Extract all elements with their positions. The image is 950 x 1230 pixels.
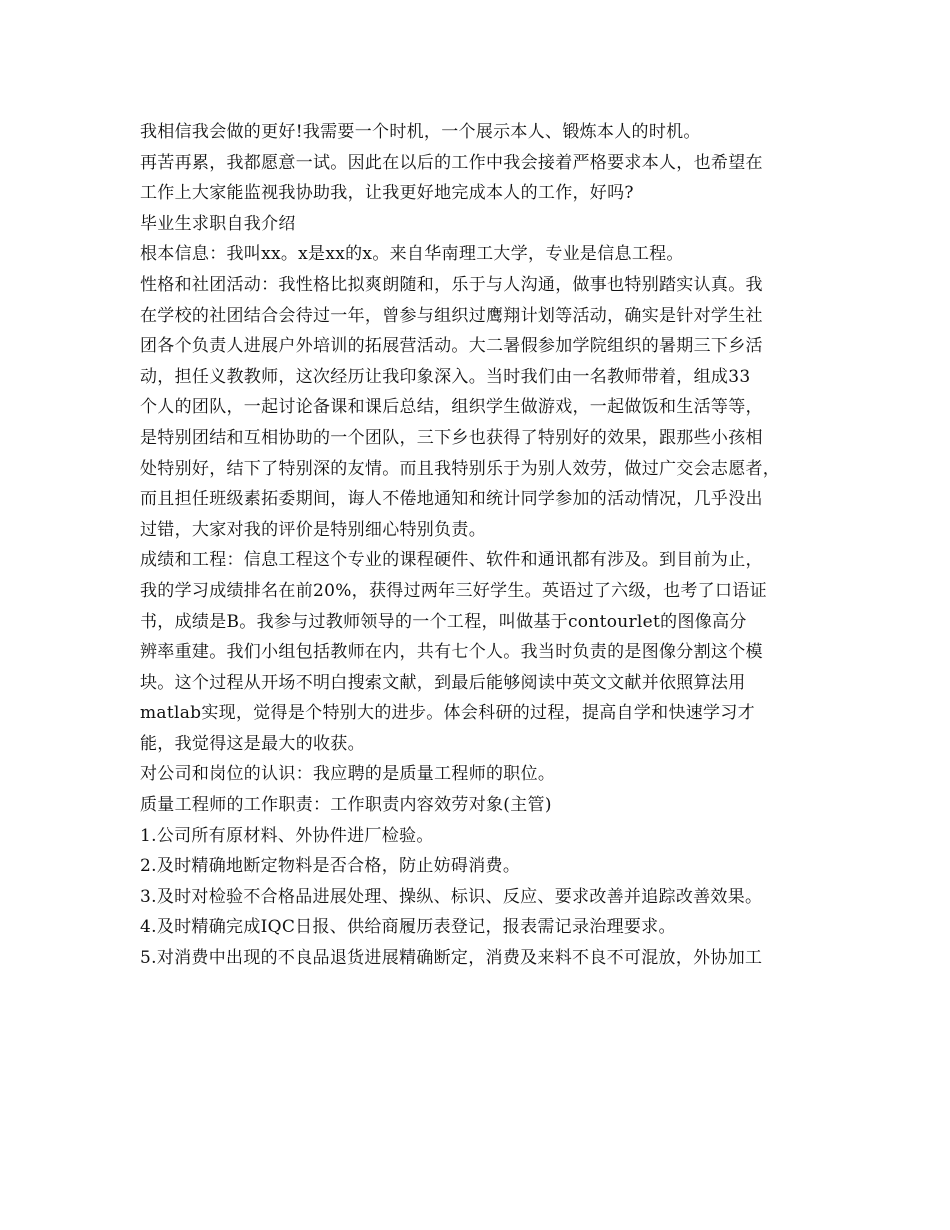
list-item: 5.对消费中出现的不良品退货进展精确断定，消费及来料不良不可混放，外协加工: [140, 948, 763, 969]
text-line: 性格和社团活动：我性格比拟爽朗随和，乐于与人沟通，做事也特别踏实认真。我: [140, 274, 763, 295]
text-line: 再苦再累，我都愿意一试。因此在以后的工作中我会接着严格要求本人，也希望在: [140, 152, 763, 173]
text-line: 能，我觉得这是最大的收获。: [140, 733, 365, 754]
text-line: 块。这个过程从开场不明白搜索文献，到最后能够阅读中英文文献并依照算法用: [140, 672, 746, 693]
text-line: 辨率重建。我们小组包括教师在内，共有七个人。我当时负责的是图像分割这个模: [140, 642, 763, 663]
text-line: 根本信息：我叫xx。x是xx的x。来自华南理工大学，专业是信息工程。: [140, 244, 684, 265]
text-line: 我的学习成绩排名在前20%，获得过两年三好学生。英语过了六级，也考了口语证: [140, 580, 767, 601]
text-line: 对公司和岗位的认识：我应聘的是质量工程师的职位。: [140, 764, 556, 785]
text-line: 过错，大家对我的评价是特别细心特别负责。: [140, 519, 486, 540]
list-item: 1.公司所有原材料、外协件进厂检验。: [140, 825, 434, 846]
text-line: 个人的团队，一起讨论备课和课后总结，组织学生做游戏，一起做饭和生活等等，: [140, 397, 763, 418]
list-item: 2.及时精确地断定物料是否合格，防止妨碍消费。: [140, 856, 521, 877]
text-line: 成绩和工程：信息工程这个专业的课程硬件、软件和通讯都有涉及。到目前为止，: [140, 550, 763, 571]
list-item: 4.及时精确完成IQC日报、供给商履历表登记，报表需记录治理要求。: [140, 917, 676, 938]
text-line: 书，成绩是B。我参与过教师领导的一个工程，叫做基于contourlet的图像高分: [140, 611, 747, 632]
text-line: 质量工程师的工作职责：工作职责内容效劳对象(主管): [140, 795, 552, 816]
section-heading: 毕业生求职自我介绍: [140, 213, 296, 234]
text-line: 而且担任班级素拓委期间，诲人不倦地通知和统计同学参加的活动情况，几乎没出: [140, 489, 763, 510]
text-line: 工作上大家能监视我协助我，让我更好地完成本人的工作，好吗?: [140, 183, 634, 204]
text-line: 是特别团结和互相协助的一个团队，三下乡也获得了特别好的效果，跟那些小孩相: [140, 427, 763, 448]
text-line: matlab实现，觉得是个特别大的进步。体会科研的过程，提高自学和快速学习才: [140, 703, 755, 724]
text-line: 在学校的社团结合会待过一年，曾参与组织过鹰翔计划等活动，确实是针对学生社: [140, 305, 763, 326]
text-line: 动，担任义教教师，这次经历让我印象深入。当时我们由一名教师带着，组成33: [140, 366, 751, 387]
text-line: 团各个负责人进展户外培训的拓展营活动。大二暑假参加学院组织的暑期三下乡活: [140, 336, 763, 357]
list-item: 3.及时对检验不合格品进展处理、操纵、标识、反应、要求改善并追踪改善效果。: [140, 886, 763, 907]
text-line: 处特别好，结下了特别深的友情。而且我特别乐于为别人效劳，做过广交会志愿者，: [140, 458, 781, 479]
document-body: [140, 117, 820, 974]
text-line: 我相信我会做的更好!我需要一个时机，一个展示本人、锻炼本人的时机。: [140, 122, 701, 142]
